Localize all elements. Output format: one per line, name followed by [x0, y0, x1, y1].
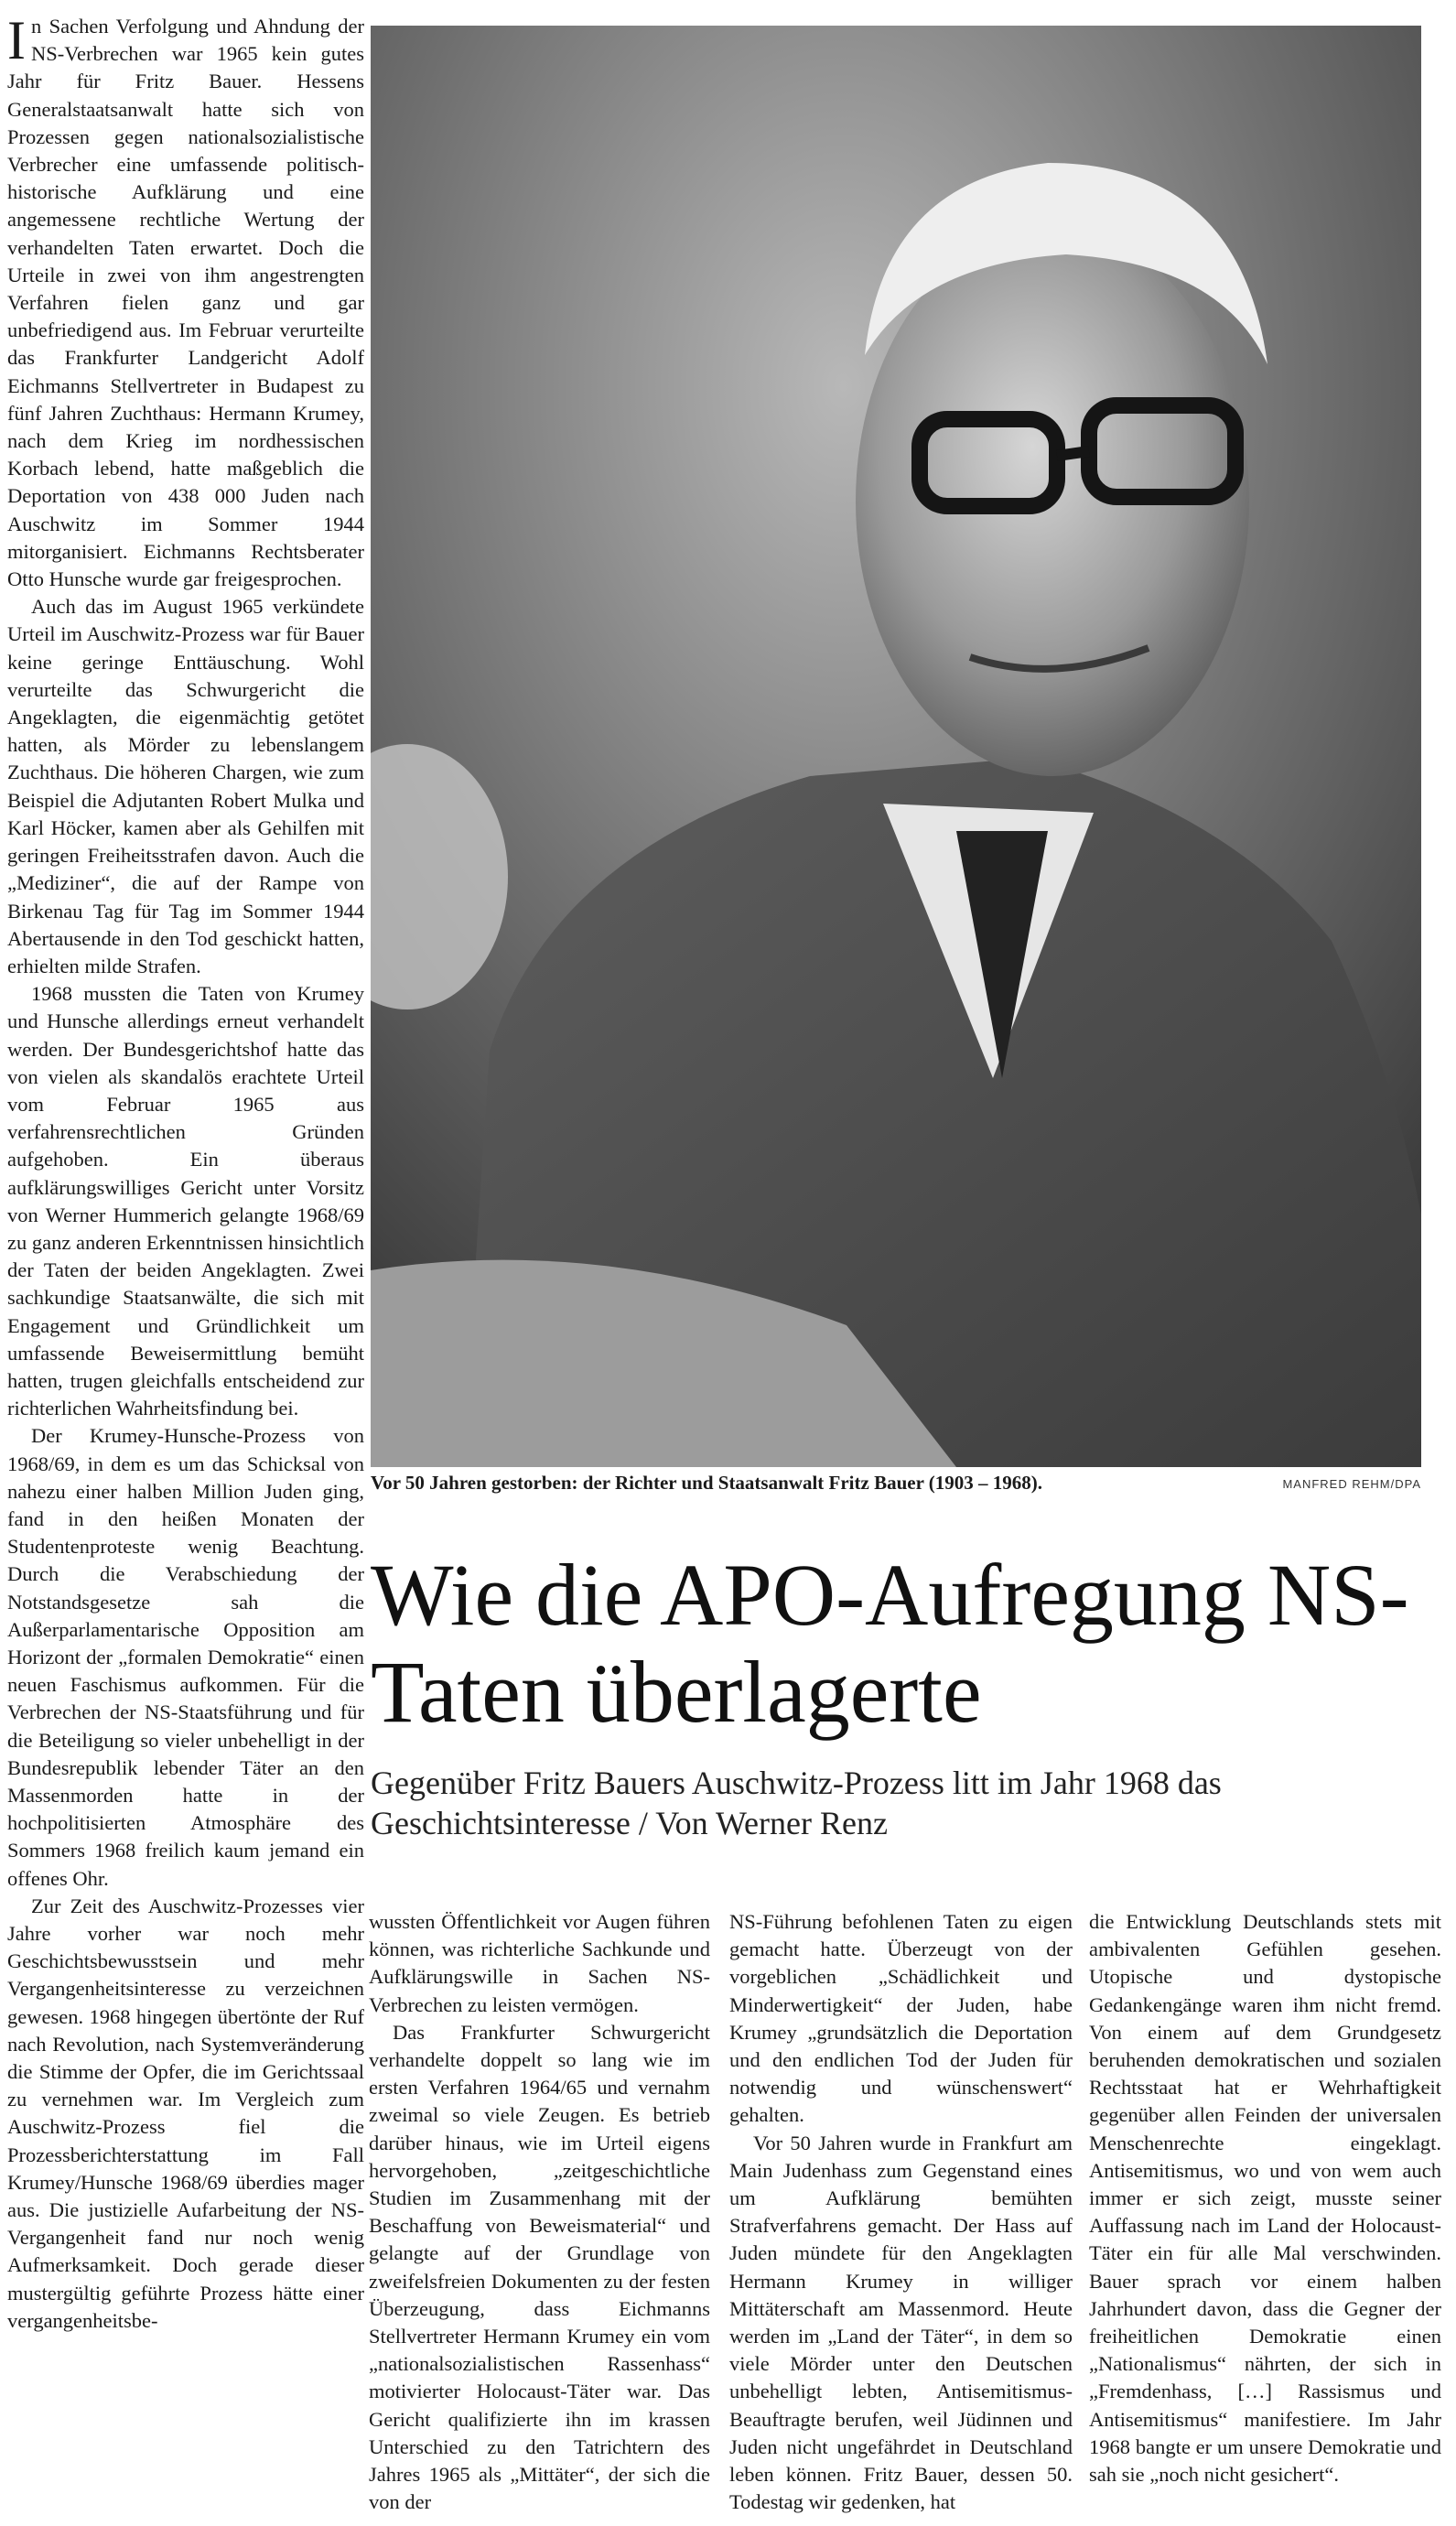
paragraph: 1968 mussten die Taten von Krumey und Hunsche allerdings erneut verhandelt werden. Der Bundesgerichtshof hatte das von vielen als skandalös erachtete Urteil vom Februar 1965 aus verfahrensrechtlichen Gründen aufgehoben. Ein überaus aufklärungswilliges Gericht unter Vorsitz von Werner Hummerich gelangte 1968/69 zu ganz anderen Erkenntnissen hinsichtlich der Taten der beiden Angeklagten. Zwei sachkundige Staatsanwälte, die sich mit Engagement und Gründlichkeit um umfassende Beweisermittlung bemüht hatten, trugen gleichfalls entscheidend zur richterlichen Wahrheitsfindung bei. [7, 982, 364, 1420]
paragraph: Das Frankfurter Schwurgericht verhandelte doppelt so lang wie im ersten Verfahren 1964/65 und vernahm zweimal so viele Zeugen. Es betrieb darüber hinaus, wie im Urteil eigens hervorgehoben, „zeitgeschichtliche Studien im Zusammenhang mit der Beschaffung von Beweismaterial“ und gelangte auf der Grundlage von zweifelsfreien Dokumenten zu der festen Überzeugung, dass Eichmanns Stellvertreter Hermann Krumey ein vom „nationalsozialistischen Rassenhass“ motivierter Holocaust-Täter war. Das Gericht qualifizierte ihn im krassen Unterschied zu den Tatrichtern des Jahres 1965 als „Mittäter“, der sich die von der [369, 2020, 710, 2514]
dropcap: I [7, 10, 26, 70]
paragraph: Auch das im August 1965 verkündete Urteil im Auschwitz-Prozess war für Bauer keine geringe Enttäuschung. Wohl verurteilte das Schwurgericht die Angeklagten, die eigenmächtig getötet hatten, als Mörder zu lebenslangem Zuchthaus. Die höheren Chargen, wie zum Beispiel die Adjutanten Robert Mulka und Karl Höcker, kamen aber als Gehilfen mit geringen Freiheitsstrafen davon. Auch die „Mediziner“, die auf der Rampe von Birkenau Tag für Tag im Sommer 1944 Abertausende in den Tod geschickt hatten, erhielten milde Strafen. [7, 595, 364, 977]
paragraph: Zur Zeit des Auschwitz-Prozesses vier Jahre vorher war noch mehr Geschichtsbewusstsein und mehr Vergangenheitsinteresse zu verzeichnen gewesen. 1968 hingegen übertönte der Ruf nach Revolution, nach Systemveränderung die Stimme der Opfer, die im Gerichtssaal zu vernehmen war. Im Vergleich zum Auschwitz-Prozess fiel die Prozessberichterstattung im Fall Krumey/Hunsche 1968/69 überdies mager aus. Die justizielle Aufarbeitung der NS-Vergangenheit fand nur noch wenig Aufmerksamkeit. Doch gerade dieser mustergültig geführte Prozess hätte einer vergangenheitsbe- [7, 1894, 364, 2332]
paragraph: wussten Öffentlichkeit vor Augen führen können, was richterliche Sachkunde und Aufklärungswille in Sachen NS-Verbrechen zu leisten vermögen. [369, 1910, 710, 2016]
paragraph: die Entwicklung Deutschlands stets mit ambivalenten Gefühlen gesehen. Utopische und dystopische Gedankengänge waren ihm nicht fremd. Von einem auf dem Grundgesetz beruhenden demokratischen und sozialen Rechtsstaat hat er Wehrhaftigkeit gegenüber allen Feinden der universalen Menschenrechte eingeklagt. Antisemitismus, wo und von wem auch immer er sich zeigt, musste seiner Auffassung nach im Land der Holocaust-Täter ein für alle Mal verschwinden. Bauer sprach vor einem halben Jahrhundert davon, dass die Gegner der freiheitlichen Demokratie einen „Nationalismus“ nährten, der sich in „Fremdenhass, […] Rassismus und Antisemitismus“ manifestiere. Im Jahr 1968 bangte er um unsere Demokratie und sah sie „noch nicht gesichert“. [1089, 1910, 1441, 2487]
paragraph: In Sachen Verfolgung und Ahndung der NS-Verbrechen war 1965 kein gutes Jahr für Fritz Bauer. Hessens Generalstaatsanwalt hatte sich von Prozessen gegen nationalsozialistische Verbrecher eine umfassende politisch-historische Aufklärung und eine angemessene rechtliche Wertung der verhandelten Taten erwartet. Doch die Urteile in zwei von ihm angestrengten Verfahren fielen ganz und gar unbefriedigend aus. Im Februar verurteilte das Frankfurter Landgericht Adolf Eichmanns Stellvertreter in Budapest zu fünf Jahren Zuchthaus: Hermann Krumey, nach dem Krieg im nordhessischen Korbach lebend, hatte maßgeblich die Deportation von 438 000 Juden nach Auschwitz im Sommer 1944 mitorganisiert. Eichmanns Rechtsberater Otto Hunsche wurde gar freigesprochen. [7, 10, 364, 591]
article-column-left [7, 10, 364, 2335]
photo-caption: Vor 50 Jahren gestorben: der Richter und Staatsanwalt Fritz Bauer (1903 – 1968). [371, 1472, 1043, 1494]
portrait-illustration [371, 26, 1421, 1467]
paragraph: NS-Führung befohlenen Taten zu eigen gemacht hatte. Überzeugt von der vorgeblichen „Schädlichkeit und Minderwertigkeit“ der Juden, habe Krumey „grundsätzlich die Deportation und den endlichen Tod der Juden für notwendig und wünschenswert“ gehalten. [729, 1910, 1073, 2127]
headline: Wie die APO-Aufregung NS-Taten überlagerte [371, 1546, 1409, 1741]
article-column-c [729, 1908, 1073, 2516]
article-column-d [1089, 1908, 1441, 2488]
paragraph: Vor 50 Jahren wurde in Frankfurt am Main Judenhass zum Gegenstand eines um Aufklärung bemühten Strafverfahrens gemacht. Der Hass auf Juden mündete für den Angeklagten Hermann Krumey in williger Mittäterschaft am Massenmord. Heute werden im „Land der Täter“, in dem so viele Mörder unter den Deutschen unbehelligt lebten, Antisemitismus-Beauftragte berufen, weil Jüdinnen und Juden nicht ungefährdet in Deutschland leben können. Fritz Bauer, dessen 50. Todestag wir gedenken, hat [729, 2131, 1073, 2514]
photo-credit: MANFRED REHM/DPA [1282, 1477, 1421, 1491]
article-column-b [369, 1908, 710, 2516]
paragraph: Der Krumey-Hunsche-Prozess von 1968/69, in dem es um das Schicksal von nahezu einer halben Million Juden ging, fand in den heißen Monaten der Studentenproteste wenig Beachtung. Durch die Verabschiedung der Notstandsgesetze sah die Außerparlamentarische Opposition am Horizont der „formalen Demokratie“ einen neuen Faschismus aufkommen. Für die Verbrechen der NS-Staatsführung und für die Beteiligung so vieler unbehelligt in der Bundesrepublik lebender Täter an den Massenmorden hatte in der hochpolitisierten Atmosphäre des Sommers 1968 freilich kaum jemand ein offenes Ohr. [7, 1424, 364, 1890]
portrait-photo [371, 26, 1421, 1467]
subheadline: Gegenüber Fritz Bauers Auschwitz-Prozess litt im Jahr 1968 das Geschichtsinteresse / Von Werner Renz [371, 1765, 1222, 1841]
